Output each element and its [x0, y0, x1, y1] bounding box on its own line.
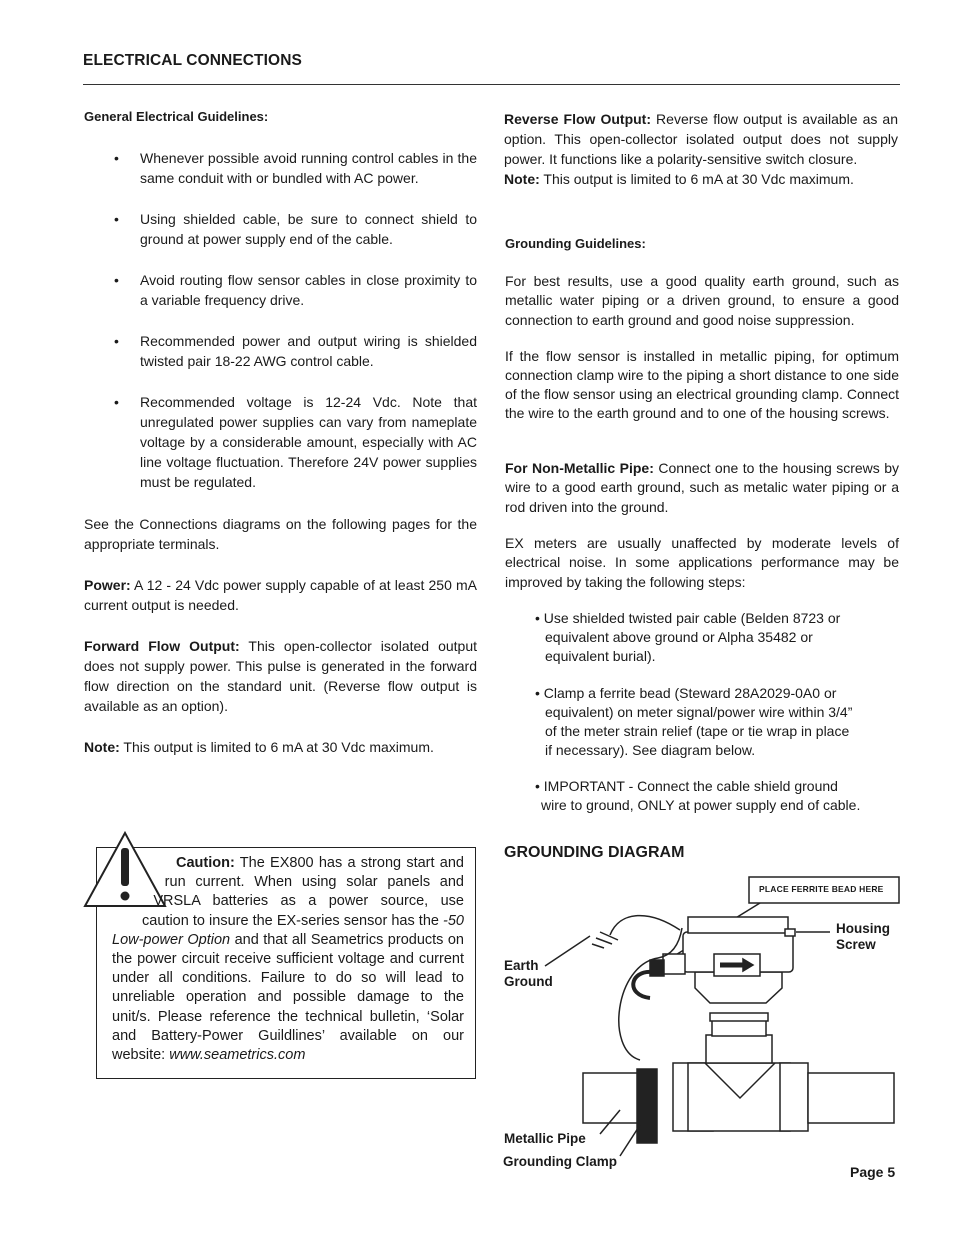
power-label: Power:	[84, 577, 131, 593]
list-item	[114, 148, 477, 188]
bullet-glyph: •	[114, 211, 119, 227]
signal-cable	[633, 972, 652, 998]
label-line: Housing	[836, 921, 890, 936]
note-label: Note:	[84, 739, 120, 755]
step-line: equivalent) on meter signal/power wire within 3/4”	[545, 704, 853, 720]
reverse-flow-label: Reverse Flow Output:	[504, 111, 651, 127]
reverse-flow-text: Reverse flow output is available as an option. This open-collector isolated output does not supply power. It functions like a polarity-sensitive switch closure.	[504, 111, 898, 167]
bullet-glyph: •	[114, 333, 119, 349]
grounding-guidelines-heading: Grounding Guidelines:	[505, 236, 646, 251]
diagram-title: GROUNDING DIAGRAM	[504, 844, 685, 861]
step-line: • IMPORTANT - Connect the cable shield ground	[535, 778, 838, 794]
pipe-left	[583, 1073, 643, 1123]
list-item	[114, 270, 477, 310]
step-line: wire to ground, ONLY at power supply end of cable.	[541, 797, 861, 813]
grounding-clamp	[637, 1069, 657, 1143]
list-item	[114, 209, 477, 249]
bullet-text: Avoid routing flow sensor cables in close proximity to a variable frequency drive.	[140, 272, 477, 308]
note-text: This output is limited to 6 mA at 30 Vdc maximum.	[119, 739, 434, 755]
list-item	[535, 684, 852, 760]
ground-wire	[619, 928, 682, 1060]
bullet-text: Whenever possible avoid running control cables in the same conduit with or bundled with AC power.	[140, 150, 477, 186]
non-metallic-label: For Non-Metallic Pipe:	[505, 460, 654, 476]
list-item	[114, 392, 477, 492]
bullet-glyph: •	[114, 272, 119, 288]
step-line: of the meter strain relief (tape or tie wrap in place	[545, 723, 850, 739]
low-power-option-text: -50 Low-power Option	[112, 912, 464, 948]
forward-flow-label: Forward Flow Output:	[84, 638, 240, 654]
bullet-text: Using shielded cable, be sure to connect shield to ground at power supply end of the cable.	[140, 211, 477, 247]
grounding-paragraph-1: For best results, use a good quality earth ground, such as metallic water piping or a driven ground, to ensure a good connection to earth ground and good noise suppression.	[505, 273, 899, 328]
website-text: www.seametrics.com	[169, 1047, 306, 1064]
non-metallic-text: Connect one to the housing screws by wire to a good earth ground, such as metalic water piping or a rod driven into the ground.	[505, 460, 899, 515]
list-item	[114, 331, 477, 371]
bullet-glyph: •	[114, 394, 119, 410]
power-text: A 12 - 24 Vdc power supply capable of at least 250 mA current output is needed.	[84, 577, 477, 613]
list-item	[535, 777, 860, 815]
caution-text	[112, 854, 464, 1065]
reverse-note-label: Note:	[504, 171, 540, 187]
pipe-right	[808, 1073, 894, 1123]
step-line: • Clamp a ferrite bead (Steward 28A2029-0A0 or	[535, 685, 837, 701]
power-paragraph	[84, 575, 477, 615]
housing-screw	[785, 929, 795, 936]
caution-text-part: and that all Seametrics products on the power circuit receive sufficient voltage and current under all conditions. Failure to do so will lead to unreliable operation and possible damage to the unit/s. Please reference the technical bulletin, ‘Solar and Battery-Power Guildlines’ available on our website:	[112, 931, 465, 1064]
page-number: Page 5	[850, 1164, 896, 1180]
reverse-note-text: This output is limited to 6 mA at 30 Vdc maximum.	[539, 171, 854, 187]
list-item	[535, 609, 840, 666]
ferrite-bead	[650, 960, 664, 976]
housing-screw-label	[836, 921, 890, 953]
forward-flow-paragraph	[84, 636, 477, 716]
grounding-paragraph-2: If the flow sensor is installed in metallic piping, for optimum connection clamp wire to the piping a short distance to one side of the flow sensor using an electrical grounding clamp. Connect the wire to the earth ground and to one of the housing screws.	[505, 348, 899, 421]
general-guidelines-heading: General Electrical Guidelines:	[84, 109, 269, 124]
forward-flow-text: This open-collector isolated output does not supply power. This pulse is generated in the forward flow direction on the standard unit. (Reverse flow output is available as an option).	[84, 638, 477, 714]
step-line: • Use shielded twisted pair cable (Belden 8723 or	[535, 610, 841, 626]
non-metallic-paragraph	[505, 459, 899, 517]
reverse-flow-paragraph	[504, 109, 898, 189]
metallic-pipe-label: Metallic Pipe	[504, 1131, 586, 1146]
ferrite-label: PLACE FERRITE BEAD HERE	[759, 884, 884, 894]
grounding-clamp-label: Grounding Clamp	[503, 1154, 617, 1169]
grounding-diagram	[500, 870, 900, 1170]
note-paragraph	[84, 737, 477, 757]
caution-label: Caution:	[176, 855, 235, 871]
label-line: Screw	[836, 937, 876, 952]
caution-text-part: The EX800 has a strong start and run current. When using solar panels and VRSLA batteries as a power source, use caution to insure the EX-series sensor has the	[142, 855, 464, 929]
earth-ground-icon	[592, 932, 618, 948]
step-line: equivalent burial).	[545, 648, 656, 664]
step-line: equivalent above ground or Alpha 35482 or	[545, 629, 813, 645]
bullet-glyph: •	[114, 150, 119, 166]
header-rule	[83, 84, 900, 85]
label-line: Earth	[504, 958, 539, 973]
step-line: if necessary). See diagram below.	[545, 742, 756, 758]
label-line: Ground	[504, 974, 553, 989]
ex-meters-paragraph: EX meters are usually unaffected by moderate levels of electrical noise. In some applications performance may be improved by taking the following steps:	[505, 535, 899, 590]
bullet-text: Recommended voltage is 12-24 Vdc. Note that unregulated power supplies can vary from nameplate voltage by a considerable amount, especially with AC line voltage fluctuation. Therefore 24V power supplies must be regulated.	[140, 394, 477, 490]
bullet-text: Recommended power and output wiring is shielded twisted pair 18-22 AWG control cable.	[140, 333, 477, 369]
see-connections-paragraph: See the Connections diagrams on the following pages for the appropriate terminals.	[84, 516, 477, 552]
earth-ground-label	[504, 958, 553, 990]
section-title: ELECTRICAL CONNECTIONS	[83, 52, 302, 69]
